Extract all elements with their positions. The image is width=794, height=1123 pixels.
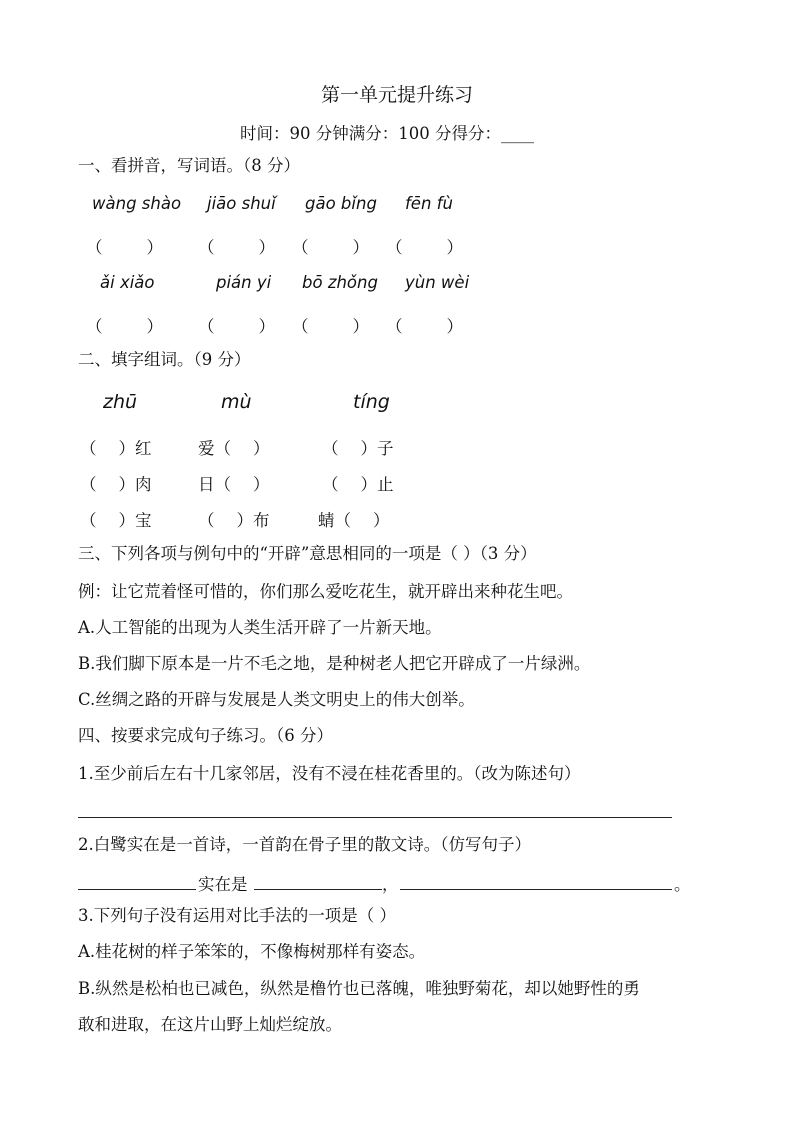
q2-mid-text: 实在是	[198, 875, 248, 894]
pinyin-wang-shao: wàng shào	[92, 194, 182, 213]
answer-line-2c[interactable]	[400, 889, 672, 890]
answer-paren-7[interactable]: （ ）	[292, 317, 369, 336]
fill-ting-3[interactable]: 蜻（ ）	[318, 511, 390, 530]
pinyin-jiao-shui: jiāo shuǐ	[207, 194, 276, 213]
answer-line-2a[interactable]	[78, 889, 196, 890]
pinyin-yun-wei: yùn wèi	[405, 273, 470, 292]
section3-heading: 三、下列各项与例句中的“开辟”意思相同的一项是（ ）（3 分）	[78, 544, 537, 563]
q3-option-b-line2: 敢和进取，在这片山野上灿烂绽放。	[78, 1015, 342, 1034]
example-sentence: 例：让它荒着怪可惜的，你们那么爱吃花生，就开辟出来种花生吧。	[78, 582, 573, 601]
answer-paren-4[interactable]: （ ）	[386, 238, 463, 257]
fill-zhu-2[interactable]: （ ）肉	[80, 475, 152, 494]
pinyin-ai-xiao: ǎi xiǎo	[100, 273, 155, 292]
option-a: A.人工智能的出现为人类生活开辟了一片新天地。	[78, 618, 442, 637]
fill-zhu-1[interactable]: （ ）红	[80, 439, 152, 458]
q3-option-a: A.桂花树的样子笨笨的，不像梅树那样有姿态。	[78, 942, 426, 961]
fill-mu-1[interactable]: 爱（ ）	[198, 439, 270, 458]
answer-paren-2[interactable]: （ ）	[198, 238, 275, 257]
pinyin-fen-fu: fēn fù	[405, 194, 453, 213]
answer-paren-6[interactable]: （ ）	[198, 317, 275, 336]
q3-option-b-line1: B.纵然是松柏也已减色，纵然是橹竹也已落魄，唯独野菊花，却以她野性的勇	[78, 979, 640, 998]
page-title: 第一单元提升练习	[320, 84, 473, 106]
section1-heading: 一、看拼音，写词语。（8 分）	[78, 156, 300, 175]
fill-mu-2[interactable]: 日（ ）	[198, 475, 270, 494]
exam-info: 时间：90 分钟满分：100 分得分：____	[240, 124, 534, 143]
pinyin-zhu: zhū	[103, 391, 138, 413]
fill-zhu-3[interactable]: （ ）宝	[80, 511, 152, 530]
answer-paren-8[interactable]: （ ）	[386, 317, 463, 336]
answer-paren-5[interactable]: （ ）	[86, 317, 163, 336]
answer-paren-1[interactable]: （ ）	[86, 238, 163, 257]
section2-heading: 二、填字组词。（9 分）	[78, 350, 251, 369]
fill-mu-3[interactable]: （ ）布	[198, 511, 270, 530]
question-3: 3.下列句子没有运用对比手法的一项是（ ）	[78, 906, 396, 925]
section4-heading: 四、按要求完成句子练习。（6 分）	[78, 726, 333, 745]
answer-line-2b[interactable]	[254, 889, 382, 890]
pinyin-bo-zhong: bō zhǒng	[302, 273, 378, 292]
q2-comma: ，	[382, 875, 399, 894]
pinyin-gao-bing: gāo bǐng	[305, 194, 377, 213]
option-c: C.丝绸之路的开辟与发展是人类文明史上的伟大创举。	[78, 690, 475, 709]
option-b: B.我们脚下原本是一片不毛之地，是种树老人把它开辟成了一片绿洲。	[78, 654, 591, 673]
question-2: 2.白鹭实在是一首诗，一首韵在骨子里的散文诗。（仿写句子）	[78, 835, 531, 854]
question-1: 1.至少前后左右十几家邻居，没有不浸在桂花香里的。（改为陈述句）	[78, 764, 581, 783]
q2-end: 。	[674, 875, 691, 894]
pinyin-mu: mù	[221, 391, 252, 413]
fill-ting-1[interactable]: （ ）子	[322, 439, 394, 458]
answer-line-1[interactable]	[78, 817, 672, 818]
pinyin-ting: tíng	[353, 391, 390, 413]
pinyin-pian-yi: pián yi	[216, 273, 272, 292]
fill-ting-2[interactable]: （ ）止	[322, 475, 394, 494]
answer-paren-3[interactable]: （ ）	[292, 238, 369, 257]
